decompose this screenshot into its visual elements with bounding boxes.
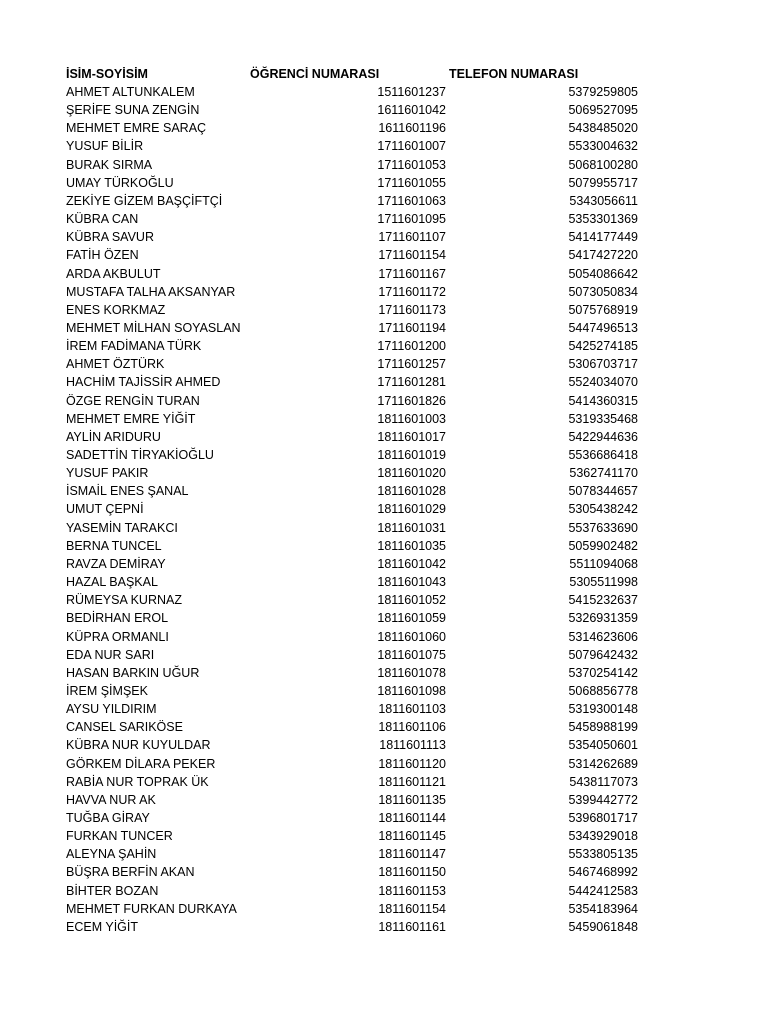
phone-number: 5073050834 — [568, 284, 638, 299]
phone-number: 5343056611 — [569, 193, 638, 208]
student-name: UMAY TÜRKOĞLU — [66, 175, 174, 190]
table-row — [0, 863, 768, 881]
student-name: AYSU YILDIRIM — [66, 702, 157, 717]
student-name: ARDA AKBULUT — [66, 266, 161, 281]
phone-number: 5343929018 — [568, 829, 638, 844]
table-row — [0, 918, 768, 936]
student-name: YUSUF BİLİR — [66, 139, 144, 154]
phone-number: 5537633690 — [568, 520, 638, 535]
student-name: MEHMET MİLHAN SOYASLAN — [66, 320, 241, 335]
phone-number: 5059902482 — [568, 538, 638, 553]
student-number: 1811601103 — [378, 702, 446, 717]
table-row — [0, 591, 768, 609]
table-row — [0, 882, 768, 900]
student-number: 1811601121 — [378, 774, 446, 789]
phone-number: 5068856778 — [568, 683, 638, 698]
student-name: ŞERİFE SUNA ZENGİN — [66, 103, 200, 118]
table-row — [0, 537, 768, 555]
phone-number: 5314262689 — [568, 756, 638, 771]
phone-number: 5075768919 — [568, 302, 638, 317]
table-row — [0, 573, 768, 591]
table-row — [0, 319, 768, 337]
student-name: FURKAN TUNCER — [66, 829, 173, 844]
header-name: İSİM-SOYİSİM — [66, 67, 148, 81]
student-number: 1711601063 — [377, 193, 446, 208]
phone-number: 5447496513 — [568, 320, 638, 335]
table-row — [0, 755, 768, 773]
student-number: 1711601200 — [377, 339, 446, 354]
student-number: 1711601107 — [378, 230, 446, 245]
table-row — [0, 210, 768, 228]
table-row — [0, 174, 768, 192]
student-name: AHMET ALTUNKALEM — [66, 85, 195, 99]
table-row — [0, 392, 768, 410]
student-number: 1811601020 — [377, 466, 446, 481]
student-number: 1711601095 — [377, 212, 446, 227]
student-number: 1811601075 — [377, 647, 446, 662]
table-row — [0, 682, 768, 700]
student-name: BURAK SIRMA — [66, 157, 153, 172]
phone-number: 5305438242 — [568, 502, 638, 517]
phone-number: 5414360315 — [568, 393, 638, 408]
phone-number: 5417427220 — [568, 248, 638, 263]
phone-number: 5396801717 — [568, 811, 638, 825]
table-row — [0, 446, 768, 464]
header-phone: TELEFON NUMARASI — [449, 67, 579, 81]
phone-number: 5354183964 — [568, 901, 638, 916]
student-name: AHMET ÖZTÜRK — [66, 357, 165, 372]
student-number: 1811601028 — [377, 484, 446, 499]
student-number: 1811601154 — [378, 901, 446, 916]
student-number: 1811601135 — [378, 792, 446, 807]
student-number: 1811601052 — [377, 593, 446, 608]
student-name: HACHİM TAJİSSİR AHMED — [66, 375, 221, 390]
student-number: 1711601154 — [378, 248, 446, 263]
phone-number: 5533004632 — [568, 139, 638, 154]
table-row — [0, 519, 768, 537]
phone-number: 5467468992 — [568, 865, 638, 880]
table-row — [0, 410, 768, 428]
table-row — [0, 265, 768, 283]
table-row — [0, 791, 768, 809]
phone-number: 5078344657 — [568, 484, 638, 499]
table-row — [0, 773, 768, 791]
phone-number: 5399442772 — [568, 792, 638, 807]
student-number: 1811601098 — [377, 683, 446, 698]
student-name: BİHTER BOZAN — [66, 883, 159, 898]
phone-number: 5353301369 — [568, 212, 638, 227]
student-number: 1811601144 — [378, 811, 446, 825]
phone-number: 5370254142 — [568, 665, 638, 680]
student-number: 1711601281 — [377, 375, 446, 390]
student-number: 1811601043 — [377, 575, 446, 590]
table-row — [0, 246, 768, 264]
student-name: KÜPRA ORMANLI — [66, 629, 169, 644]
phone-number: 5379259805 — [568, 85, 638, 99]
student-name: KÜBRA NUR KUYULDAR — [66, 738, 211, 753]
student-number: 1711601173 — [378, 302, 446, 317]
phone-number: 5305511998 — [569, 575, 638, 590]
student-number: 1811601145 — [378, 829, 446, 844]
phone-number: 5319300148 — [568, 702, 638, 717]
phone-number: 5069527095 — [568, 103, 638, 118]
student-number: 1811601042 — [377, 556, 446, 571]
table-row — [0, 137, 768, 155]
table-row — [0, 464, 768, 482]
student-name: ECEM YİĞİT — [66, 919, 139, 934]
table-row — [0, 482, 768, 500]
table-row — [0, 900, 768, 918]
student-number: 1711601055 — [377, 175, 446, 190]
student-name: ÖZGE RENGİN TURAN — [66, 393, 200, 408]
student-number: 1811601106 — [378, 720, 446, 735]
student-name: ENES KORKMAZ — [66, 302, 166, 317]
phone-number: 5306703717 — [568, 357, 638, 372]
table-row — [0, 809, 768, 827]
phone-number: 5414177449 — [568, 230, 638, 245]
student-number: 1811601019 — [377, 448, 446, 462]
table-row — [0, 119, 768, 137]
table-row — [0, 845, 768, 863]
student-number: 1611601196 — [378, 121, 446, 136]
student-name: MEHMET FURKAN DURKAYA — [66, 901, 237, 916]
phone-number: 5054086642 — [568, 266, 638, 281]
student-name: MEHMET EMRE YİĞİT — [66, 411, 196, 426]
student-number: 1711601007 — [377, 139, 446, 154]
student-name: KÜBRA CAN — [66, 212, 139, 227]
student-number: 1711601053 — [377, 157, 446, 172]
phone-number: 5533805135 — [568, 847, 638, 862]
student-number: 1711601172 — [378, 284, 446, 299]
student-name: İREM ŞİMŞEK — [66, 683, 148, 698]
table-header-row — [0, 65, 768, 83]
student-name: İREM FADİMANA TÜRK — [66, 339, 202, 354]
table-row — [0, 355, 768, 373]
student-number: 1811601113 — [379, 738, 446, 753]
student-name: RAVZA DEMİRAY — [66, 556, 166, 571]
phone-number: 5459061848 — [568, 919, 638, 934]
student-number: 1811601060 — [377, 629, 446, 644]
student-number: 1811601035 — [377, 538, 446, 553]
table-row — [0, 664, 768, 682]
student-name: GÖRKEM DİLARA PEKER — [66, 756, 216, 771]
student-name: HAVVA NUR AK — [66, 792, 156, 807]
phone-number: 5438117073 — [569, 774, 638, 789]
student-number: 1711601826 — [377, 393, 446, 408]
table-row — [0, 700, 768, 718]
table-row — [0, 500, 768, 518]
table-row — [0, 555, 768, 573]
student-number: 1811601078 — [377, 665, 446, 680]
table-row — [0, 428, 768, 446]
student-number: 1811601059 — [377, 611, 446, 626]
phone-number: 5536686418 — [568, 448, 638, 462]
student-name: BÜŞRA BERFİN AKAN — [66, 865, 195, 880]
table-row — [0, 646, 768, 664]
table-row — [0, 827, 768, 845]
phone-number: 5425274185 — [568, 339, 638, 354]
student-name: RÜMEYSA KURNAZ — [66, 593, 182, 608]
student-number: 1711601167 — [378, 266, 446, 281]
phone-number: 5079955717 — [568, 175, 638, 190]
student-number: 1811601029 — [377, 502, 446, 517]
table-row — [0, 337, 768, 355]
table-row — [0, 718, 768, 736]
student-name: YUSUF PAKIR — [66, 466, 149, 481]
student-number: 1611601042 — [377, 103, 446, 118]
table-row — [0, 373, 768, 391]
student-number: 1811601003 — [377, 411, 446, 426]
phone-number: 5314623606 — [568, 629, 638, 644]
student-name: MEHMET EMRE SARAÇ — [66, 121, 207, 136]
phone-number: 5524034070 — [568, 375, 638, 390]
table-row — [0, 628, 768, 646]
student-number: 1811601161 — [378, 919, 446, 934]
table-row — [0, 736, 768, 754]
student-name: UMUT ÇEPNİ — [66, 502, 144, 517]
student-number: 1811601031 — [377, 520, 446, 535]
phone-number: 5442412583 — [568, 883, 638, 898]
header-student-number: ÖĞRENCİ NUMARASI — [250, 67, 380, 81]
student-name: AYLİN ARIDURU — [66, 429, 161, 444]
phone-number: 5458988199 — [568, 720, 638, 735]
phone-number: 5415232637 — [568, 593, 638, 608]
student-name: CANSEL SARIKÖSE — [66, 720, 183, 735]
student-name: KÜBRA SAVUR — [66, 230, 154, 245]
student-name: FATİH ÖZEN — [66, 248, 139, 263]
table-row — [0, 228, 768, 246]
student-name: YASEMİN TARAKCI — [66, 520, 178, 535]
student-number: 1811601150 — [378, 865, 446, 880]
student-name: HASAN BARKIN UĞUR — [66, 665, 200, 680]
student-number: 1711601194 — [378, 320, 446, 335]
student-number: 1811601120 — [378, 756, 446, 771]
phone-number: 5068100280 — [568, 157, 638, 172]
student-name: BERNA TUNCEL — [66, 538, 162, 553]
phone-number: 5326931359 — [568, 611, 638, 626]
student-number: 1811601147 — [378, 847, 446, 862]
table-row — [0, 301, 768, 319]
student-name: ZEKİYE GİZEM BAŞÇİFTÇİ — [66, 193, 223, 208]
table-row — [0, 101, 768, 119]
student-name: RABİA NUR TOPRAK ÜK — [66, 774, 209, 789]
table-row — [0, 283, 768, 301]
student-name: MUSTAFA TALHA AKSANYAR — [66, 284, 236, 299]
student-name: HAZAL BAŞKAL — [66, 575, 158, 590]
student-name: TUĞBA GİRAY — [66, 811, 150, 825]
phone-number: 5422944636 — [568, 429, 638, 444]
table-row — [0, 192, 768, 210]
student-number: 1711601257 — [377, 357, 446, 372]
phone-number: 5079642432 — [568, 647, 638, 662]
student-name: ALEYNA ŞAHİN — [66, 847, 157, 862]
student-number: 1511601237 — [377, 85, 446, 99]
phone-number: 5511094068 — [569, 556, 638, 571]
student-name: İSMAİL ENES ŞANAL — [66, 484, 189, 499]
student-name: SADETTİN TİRYAKİOĞLU — [66, 448, 214, 462]
student-number: 1811601017 — [377, 429, 446, 444]
student-number: 1811601153 — [378, 883, 446, 898]
student-name: EDA NUR SARI — [66, 647, 155, 662]
table-row — [0, 156, 768, 174]
phone-number: 5438485020 — [568, 121, 638, 136]
table-row — [0, 609, 768, 627]
table-row — [0, 83, 768, 101]
phone-number: 5362741170 — [569, 466, 638, 481]
phone-number: 5319335468 — [568, 411, 638, 426]
phone-number: 5354050601 — [568, 738, 638, 753]
student-name: BEDİRHAN EROL — [66, 611, 169, 626]
